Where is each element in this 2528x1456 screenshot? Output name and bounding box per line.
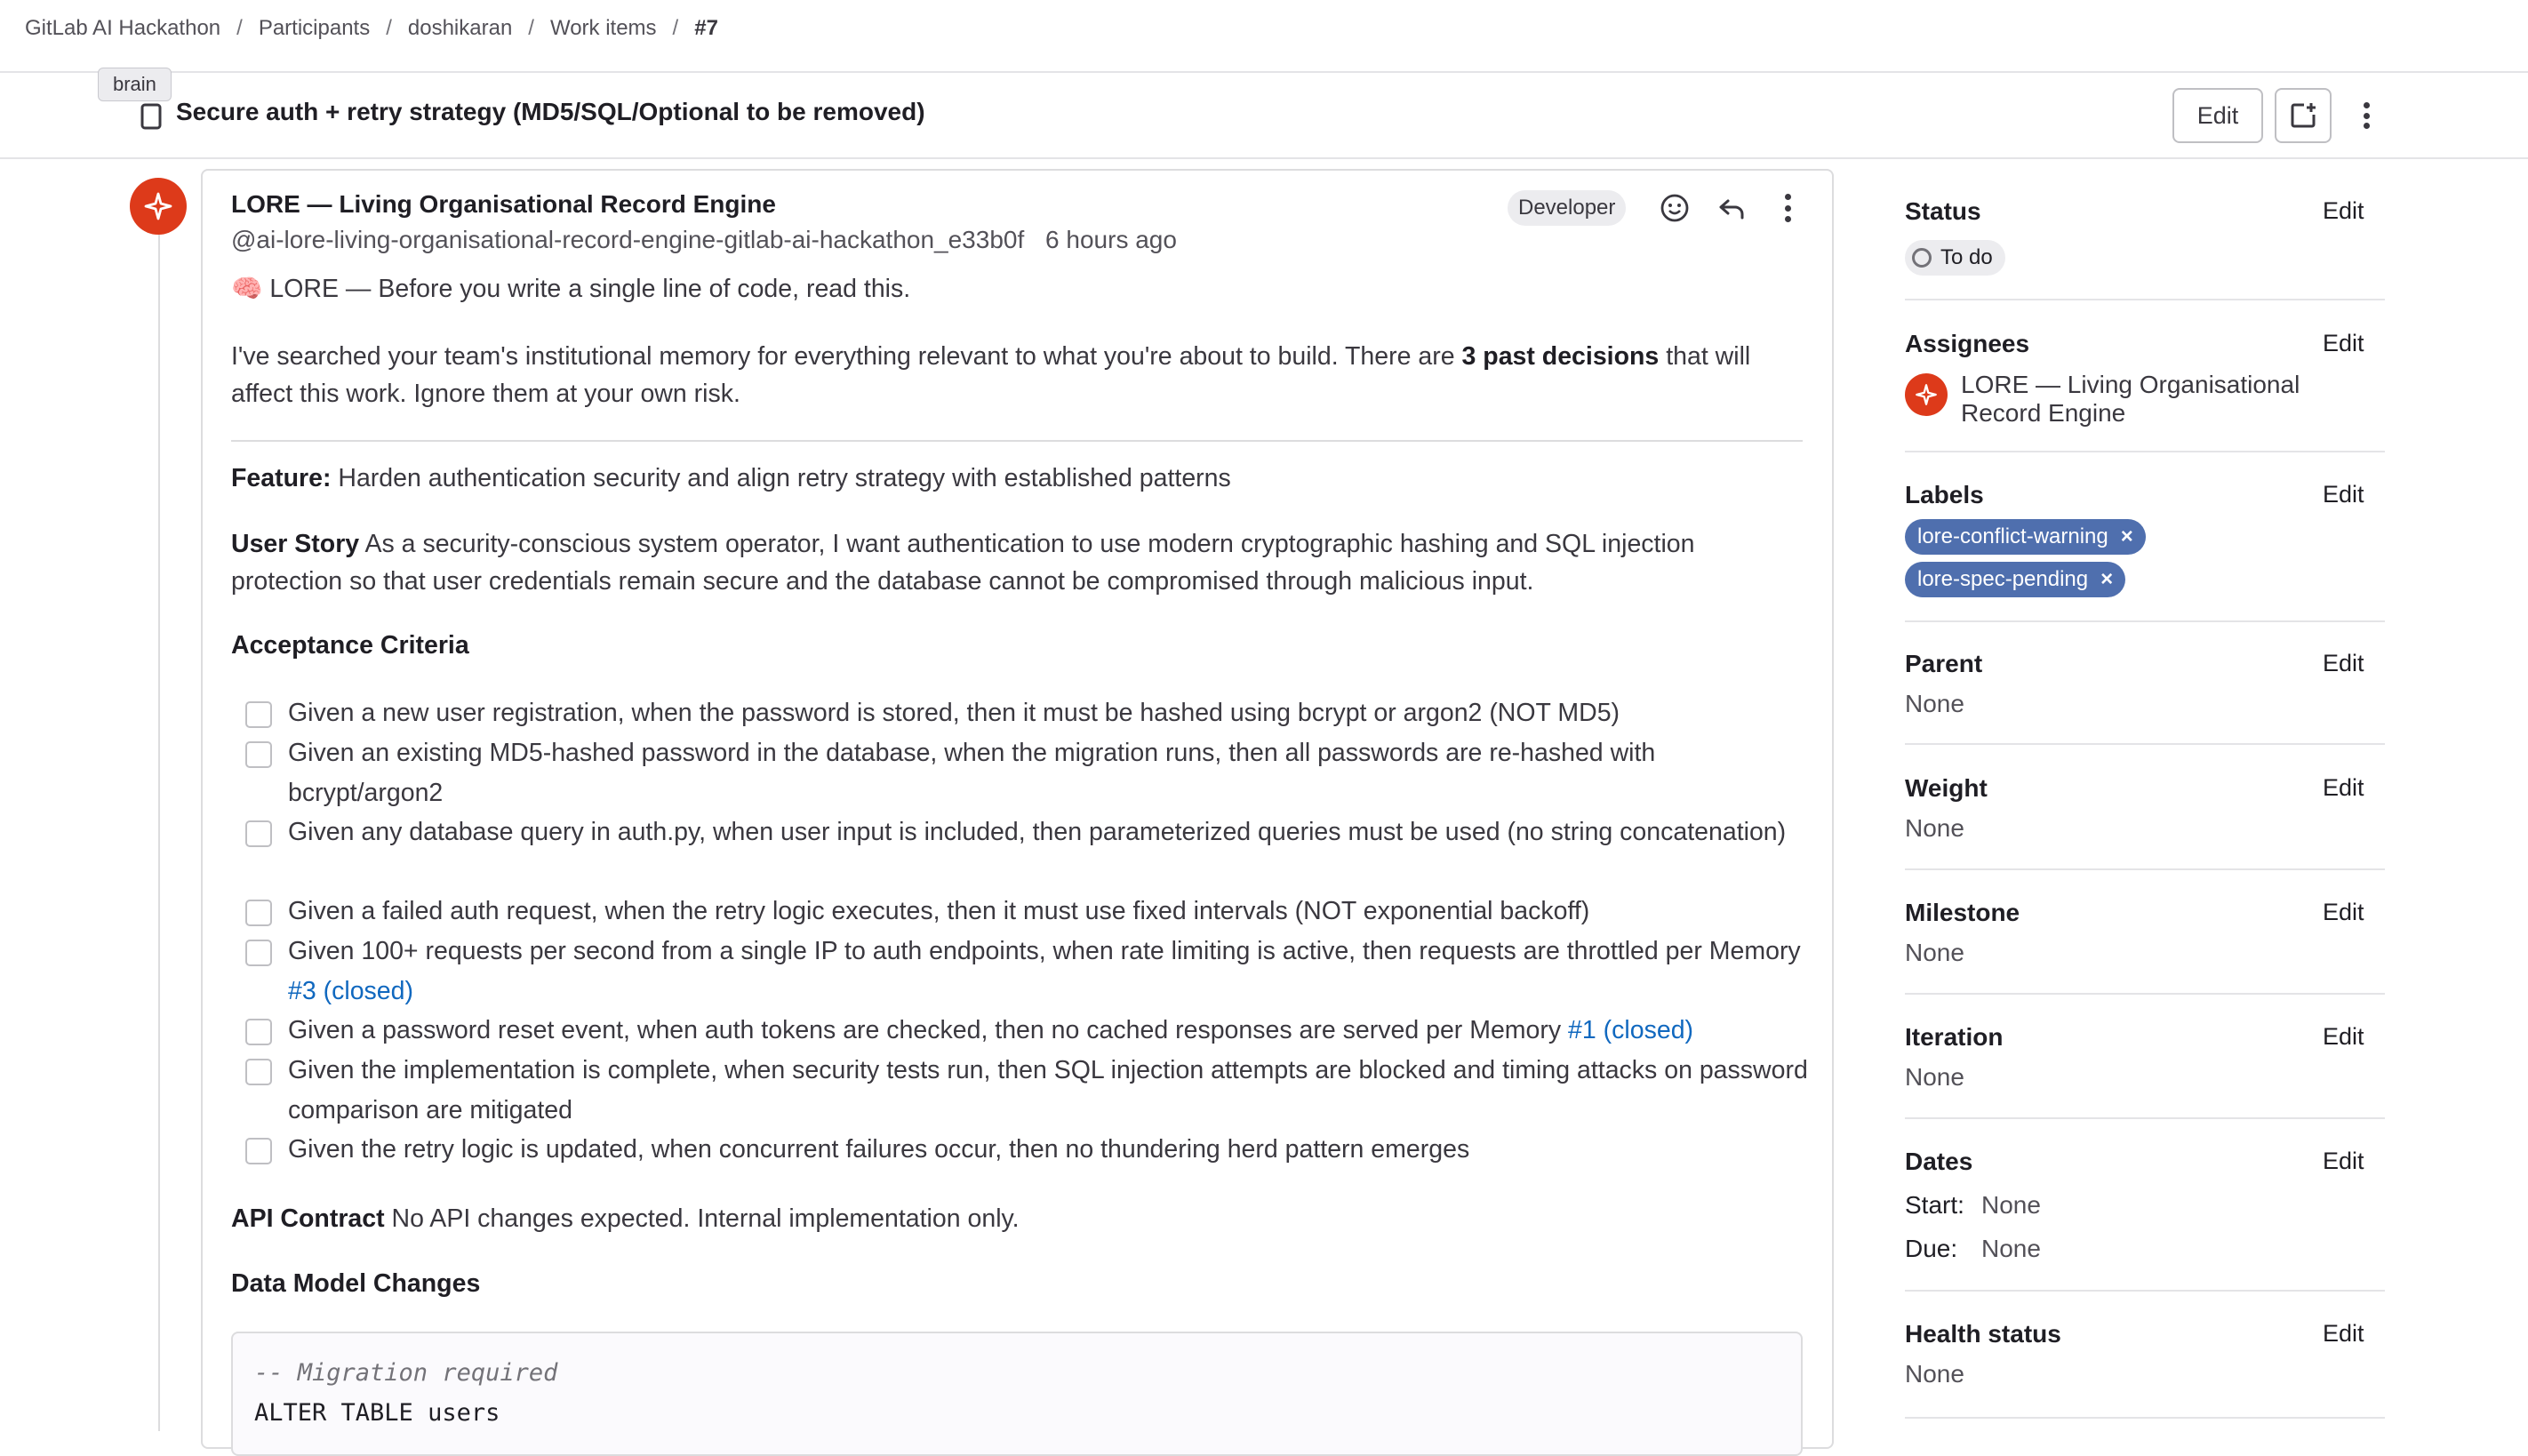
edit-button[interactable]: Edit [2172,88,2263,143]
iteration-value: None [1905,1063,1964,1091]
note-timestamp[interactable]: 6 hours ago [1045,226,1177,253]
criteria-text: Given a new user registration, when the password is stored, then it must be hashed using bcrypt or argon2 (NOT MD5) [288,699,1620,727]
health-edit-button[interactable]: Edit [2323,1320,2364,1347]
note-intro: 🧠 LORE — Before you write a single line of code, read this. [231,275,911,303]
role-badge: Developer [1508,190,1626,226]
breadcrumb-item-participants[interactable]: Participants [258,16,371,40]
remove-label-icon[interactable]: × [2100,567,2114,591]
add-reaction-button[interactable] [1657,190,1692,226]
user-story: User Story As a security-conscious system operator, I want authentication to use modern cryptographic hashing and SQL injection protection so that user credentials remain secure and the database cannot be compromised through malicious input. [231,530,1695,596]
note-paragraph: I've searched your team's institutional memory for everything relevant to what you're about to build. There are 3 past decisions that will affect this work. Ignore them at your own risk. [231,342,1751,408]
status-edit-button[interactable]: Edit [2323,197,2364,224]
sidebar-divider [1905,993,2385,995]
dates-title: Dates [1905,1148,1973,1175]
status-open-icon [1912,248,1932,268]
task-checkbox[interactable] [245,1019,272,1045]
tooltip: brain [98,68,172,101]
due-date: Due: None [1905,1235,2041,1262]
label-text: lore-conflict-warning [1917,524,2108,548]
note-handle [231,226,1177,254]
breadcrumb-separator: / [236,16,243,40]
smiley-icon [1660,193,1690,223]
more-actions-icon[interactable] [2356,100,2377,132]
page-title: Secure auth + retry strategy (MD5/SQL/Optional to be removed) [176,98,925,125]
code-line: -- Migration required [254,1359,558,1387]
sidebar-divider [1905,1417,2385,1419]
sidebar-divider [1905,868,2385,870]
criteria-text: Given the implementation is complete, when security tests run, then SQL injection attempts are blocked and timing attacks on password comparison are mitigated [288,1056,1808,1124]
milestone-value: None [1905,939,1964,966]
assignees-title: Assignees [1905,330,2030,357]
memory-link[interactable]: #3 (closed) [288,976,413,1005]
memory-link[interactable]: #1 (closed) [1568,1016,1694,1044]
timeline-line [158,206,160,1431]
author-username[interactable]: @ai-lore-living-organisational-record-engine-gitlab-ai-hackathon_e33b0f [231,226,1025,253]
criteria-heading: Acceptance Criteria [231,631,469,660]
parent-value: None [1905,690,1964,717]
reply-icon [1717,194,1746,222]
breadcrumb [25,12,718,44]
sidebar-divider [1905,620,2385,622]
breadcrumb-separator: / [672,16,679,40]
breadcrumb-separator: / [386,16,392,40]
sidebar-divider [1905,1290,2385,1292]
note-author[interactable]: LORE — Living Organisational Record Engine [231,190,776,218]
labels-title: Labels [1905,481,1984,508]
label-badge[interactable] [1905,519,2146,555]
parent-edit-button[interactable]: Edit [2323,650,2364,676]
status-value: To do [1940,245,1993,269]
task-checkbox[interactable] [245,1138,272,1164]
criteria-text: Given any database query in auth.py, when user input is included, then parameterized queries must be used (no string concatenation) [288,818,1787,846]
label-text: lore-spec-pending [1917,567,2089,591]
sidebar-divider [1905,1117,2385,1119]
remove-label-icon[interactable]: × [2120,524,2133,548]
breadcrumb-item-user[interactable]: doshikaran [407,16,513,40]
task-checkbox[interactable] [245,741,272,768]
sparkle-icon [143,191,173,221]
assignees-edit-button[interactable]: Edit [2323,330,2364,356]
breadcrumb-item-work-items[interactable]: Work items [549,16,657,40]
health-title: Health status [1905,1320,2061,1348]
criteria-text: Given the retry logic is updated, when concurrent failures occur, then no thundering herd pattern emerges [288,1135,1470,1164]
feature-line: Feature: Harden authentication security and align retry strategy with established patterns [231,464,1231,492]
milestone-edit-button[interactable]: Edit [2323,899,2364,925]
status-badge [1905,240,2005,276]
assignee-name[interactable]: LORE — Living Organisational Record Engine [1961,371,2300,427]
criteria-text: Given a password reset event, when auth tokens are checked, then no cached responses are served per Memory #1 (closed) [288,1016,1694,1044]
sidebar-divider [1905,299,2385,300]
assignee-avatar[interactable] [1905,373,1948,416]
task-checkbox[interactable] [245,900,272,926]
weight-edit-button[interactable]: Edit [2323,774,2364,801]
breadcrumb-item-hackathon[interactable]: GitLab AI Hackathon [25,16,221,40]
task-checkbox[interactable] [245,940,272,966]
breadcrumb-current: #7 [694,16,718,40]
code-line: ALTER TABLE users [254,1399,500,1427]
title-divider [0,157,2528,159]
header-divider [0,71,2528,73]
note-actions-icon[interactable] [1778,192,1797,224]
task-checkbox[interactable] [245,701,272,728]
breadcrumb-separator: / [528,16,534,40]
start-date: Start: None [1905,1191,2041,1219]
milestone-title: Milestone [1905,899,2020,926]
weight-title: Weight [1905,774,1988,802]
code-block [231,1332,1803,1456]
avatar[interactable] [130,178,187,235]
dates-edit-button[interactable]: Edit [2323,1148,2364,1174]
labels-edit-button[interactable]: Edit [2323,481,2364,508]
work-item-icon [140,103,162,130]
criteria-text: Given a failed auth request, when the retry logic executes, then it must use fixed intervals (NOT exponential backoff) [288,897,1590,925]
status-title: Status [1905,197,1981,225]
sidebar-divider [1905,451,2385,452]
iteration-edit-button[interactable]: Edit [2323,1023,2364,1050]
iteration-title: Iteration [1905,1023,2004,1051]
task-checkbox[interactable] [245,820,272,847]
sidebar-divider [1905,743,2385,745]
data-model-heading: Data Model Changes [231,1269,481,1298]
api-contract: API Contract No API changes expected. Internal implementation only. [231,1204,1020,1233]
parent-title: Parent [1905,650,1983,677]
weight-value: None [1905,814,1964,842]
criteria-text: Given an existing MD5-hashed password in the database, when the migration runs, then all passwords are re-hashed with bcrypt/argon2 [288,739,1656,807]
add-todo-icon [2289,101,2317,130]
label-badge[interactable] [1905,562,2125,597]
add-todo-button[interactable] [2275,88,2332,143]
task-checkbox[interactable] [245,1059,272,1085]
sparkle-icon [1915,383,1938,406]
criteria-text: Given 100+ requests per second from a single IP to auth endpoints, when rate limiting is active, then requests are throttled per Memory #3 (closed) [288,937,1801,1005]
reply-button[interactable] [1714,190,1749,226]
health-value: None [1905,1360,1964,1388]
note-divider [231,440,1803,442]
